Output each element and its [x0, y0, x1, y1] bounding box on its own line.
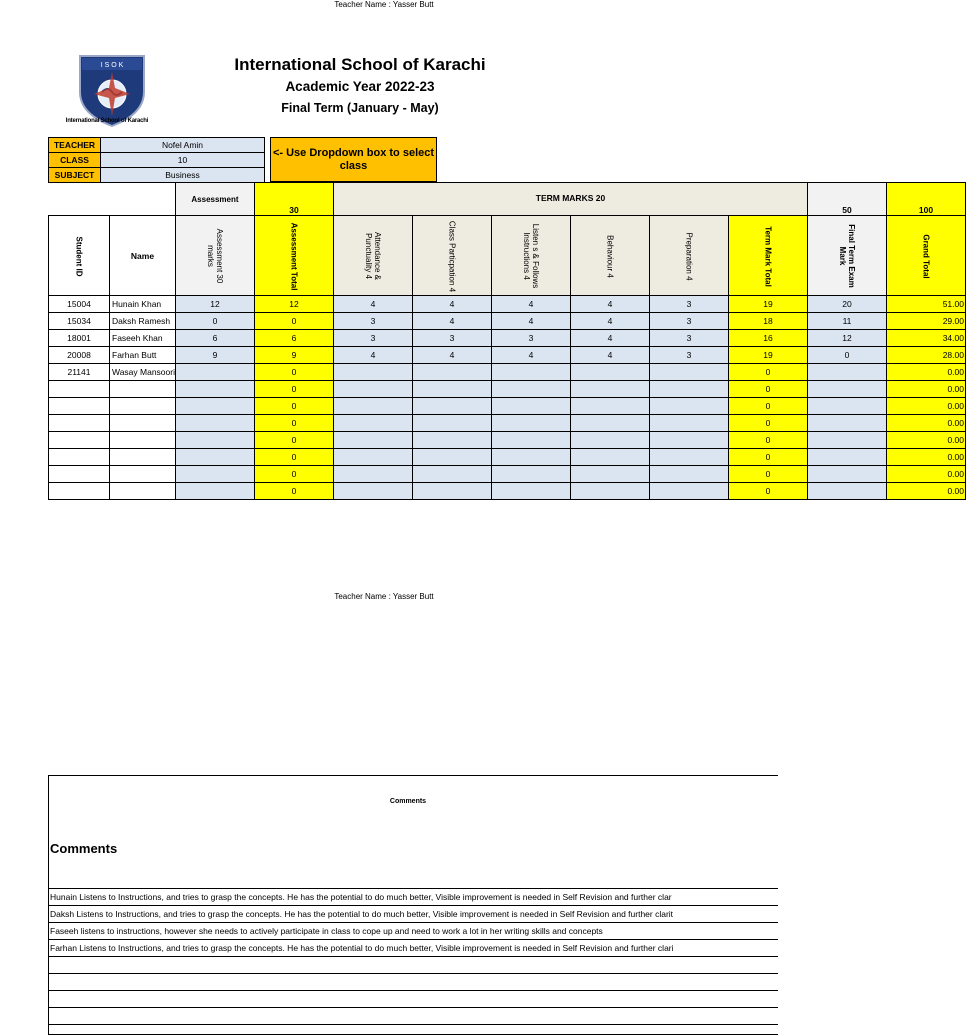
attendance-cell[interactable] — [333, 381, 412, 398]
term-total-cell[interactable]: 19 — [728, 347, 807, 364]
preparation-cell[interactable]: 3 — [649, 296, 728, 313]
grand-total-cell[interactable]: 0.00 — [886, 364, 965, 381]
grand-total-cell[interactable]: 0.00 — [886, 398, 965, 415]
listens-cell[interactable] — [491, 398, 570, 415]
table-row — [49, 432, 966, 449]
listens-cell[interactable] — [491, 466, 570, 483]
grand-total-cell[interactable]: 34.00 — [886, 330, 965, 347]
student-name-cell[interactable] — [110, 398, 176, 415]
comment-cell[interactable]: Faseeh listens to instructions, however she needs to actively participate in class to cope up and need to work a lot in her writing skills and concepts — [49, 923, 779, 940]
assessment-total-cell[interactable]: 9 — [254, 347, 333, 364]
term-total-header: Term Mark Total — [763, 225, 773, 287]
participation-cell[interactable]: 4 — [412, 296, 491, 313]
attendance-cell[interactable] — [333, 449, 412, 466]
comment-cell[interactable]: Daksh Listens to Instructions, and tries to grasp the concepts. He has the potential to do much better, Visible improvement is needed in Self Revision and further clarit — [49, 906, 779, 923]
student-name-cell[interactable] — [110, 432, 176, 449]
teacher-name-note-middle: Teacher Name : Yasser Butt — [334, 592, 434, 601]
participation-cell[interactable]: 4 — [412, 347, 491, 364]
student-id-cell[interactable] — [49, 483, 110, 500]
behaviour-cell[interactable] — [570, 398, 649, 415]
participation-cell[interactable] — [412, 398, 491, 415]
assessment30-cell[interactable]: 6 — [175, 330, 254, 347]
student-id-cell[interactable] — [49, 432, 110, 449]
assessment-total-cell[interactable]: 0 — [254, 398, 333, 415]
comment-row — [49, 889, 779, 906]
student-name-cell[interactable] — [110, 381, 176, 398]
behaviour-cell[interactable]: 4 — [570, 347, 649, 364]
preparation-cell[interactable] — [649, 449, 728, 466]
assessment30-cell[interactable] — [175, 432, 254, 449]
participation-cell[interactable] — [412, 415, 491, 432]
final-exam-cell[interactable] — [807, 381, 886, 398]
final-exam-cell[interactable] — [807, 432, 886, 449]
comment-row — [49, 1008, 779, 1025]
participation-cell[interactable] — [412, 466, 491, 483]
attendance-cell[interactable]: 4 — [333, 347, 412, 364]
assessment30-cell[interactable] — [175, 449, 254, 466]
term-title: Final Term (January - May) — [281, 101, 439, 115]
grand-total-cell[interactable]: 0.00 — [886, 483, 965, 500]
preparation-cell[interactable] — [649, 415, 728, 432]
assessment-total-cell[interactable]: 0 — [254, 466, 333, 483]
comment-cell[interactable] — [49, 1008, 779, 1025]
school-logo — [72, 52, 152, 128]
participation-cell[interactable]: 4 — [412, 313, 491, 330]
comment-cell[interactable] — [49, 991, 779, 1008]
behaviour-cell[interactable] — [570, 364, 649, 381]
preparation-cell[interactable]: 3 — [649, 330, 728, 347]
comment-row — [49, 940, 779, 957]
listens-cell[interactable] — [491, 364, 570, 381]
student-name-cell[interactable] — [110, 466, 176, 483]
final-exam-header: Final Term Exam Mark — [837, 223, 856, 288]
student-id-header: Student ID — [74, 236, 84, 276]
student-name-cell[interactable] — [110, 483, 176, 500]
participation-cell[interactable]: 3 — [412, 330, 491, 347]
academic-year: Academic Year 2022-23 — [285, 79, 435, 94]
listens-cell[interactable] — [491, 483, 570, 500]
term-total-cell[interactable]: 0 — [728, 381, 807, 398]
table-row — [49, 415, 966, 432]
table-row — [49, 313, 966, 330]
term-total-cell[interactable]: 0 — [728, 364, 807, 381]
assessment-header: Assessment — [175, 183, 254, 216]
subject-label: SUBJECT — [49, 168, 101, 183]
final-exam-cell[interactable]: 20 — [807, 296, 886, 313]
grand-max: 100 — [886, 183, 965, 216]
table-row — [49, 330, 966, 347]
assessment-total-cell[interactable]: 0 — [254, 483, 333, 500]
comments-table — [48, 888, 778, 1025]
grand-total-cell[interactable]: 0.00 — [886, 381, 965, 398]
assessment-total-cell[interactable]: 12 — [254, 296, 333, 313]
student-name-cell[interactable]: Daksh Ramesh — [110, 313, 176, 330]
attendance-cell[interactable]: 3 — [333, 330, 412, 347]
grand-total-cell[interactable]: 0.00 — [886, 432, 965, 449]
comment-row — [49, 974, 779, 991]
table-row — [49, 296, 966, 313]
student-name-cell[interactable]: Wasay Mansoori — [110, 364, 176, 381]
comment-row — [49, 906, 779, 923]
student-id-cell[interactable]: 21141 — [49, 364, 110, 381]
subject-value[interactable]: Business — [101, 168, 265, 183]
comment-cell[interactable] — [49, 974, 779, 991]
term-marks-header: TERM MARKS 20 — [333, 183, 807, 216]
term-total-cell[interactable]: 0 — [728, 432, 807, 449]
student-id-cell[interactable] — [49, 449, 110, 466]
preparation-cell[interactable] — [649, 466, 728, 483]
attendance-cell[interactable] — [333, 483, 412, 500]
table-row — [49, 483, 966, 500]
preparation-cell[interactable] — [649, 398, 728, 415]
participation-cell[interactable] — [412, 381, 491, 398]
final-exam-cell[interactable]: 0 — [807, 347, 886, 364]
behaviour-cell[interactable] — [570, 483, 649, 500]
student-id-cell[interactable] — [49, 398, 110, 415]
assessment-total-cell[interactable]: 6 — [254, 330, 333, 347]
listens-cell[interactable]: 4 — [491, 347, 570, 364]
final-exam-cell[interactable] — [807, 483, 886, 500]
behaviour-cell[interactable]: 4 — [570, 296, 649, 313]
final-exam-cell[interactable] — [807, 398, 886, 415]
grand-total-cell[interactable]: 0.00 — [886, 466, 965, 483]
final-exam-cell[interactable] — [807, 449, 886, 466]
grand-total-cell[interactable]: 51.00 — [886, 296, 965, 313]
assessment30-cell[interactable] — [175, 398, 254, 415]
term-total-cell[interactable]: 0 — [728, 449, 807, 466]
assessment30-cell[interactable]: 12 — [175, 296, 254, 313]
preparation-cell[interactable] — [649, 381, 728, 398]
student-id-cell[interactable]: 15034 — [49, 313, 110, 330]
class-dropdown[interactable]: 10 — [101, 153, 265, 168]
preparation-cell[interactable] — [649, 483, 728, 500]
preparation-cell[interactable]: 3 — [649, 313, 728, 330]
table-row — [49, 466, 966, 483]
student-id-cell[interactable] — [49, 415, 110, 432]
teacher-value[interactable]: Nofel Amin — [101, 138, 265, 153]
behaviour-header: Behaviour 4 — [605, 234, 615, 278]
dropdown-hint: <- Use Dropdown box to select class — [270, 137, 437, 182]
student-id-cell[interactable] — [49, 381, 110, 398]
table-row — [49, 381, 966, 398]
term-total-cell[interactable]: 0 — [728, 398, 807, 415]
logo-letters: I S O K — [100, 62, 124, 69]
participation-cell[interactable] — [412, 432, 491, 449]
student-id-cell[interactable]: 18001 — [49, 330, 110, 347]
exam-max: 50 — [807, 183, 886, 216]
comment-cell[interactable]: Farhan Listens to Instructions, and tries to grasp the concepts. He has the potential to do much better, Visible improvement is needed in Self Revision and further clari — [49, 940, 779, 957]
student-id-cell[interactable]: 15004 — [49, 296, 110, 313]
term-total-cell[interactable]: 19 — [728, 296, 807, 313]
behaviour-cell[interactable] — [570, 415, 649, 432]
attendance-cell[interactable] — [333, 398, 412, 415]
participation-cell[interactable] — [412, 483, 491, 500]
table-row — [49, 449, 966, 466]
behaviour-cell[interactable] — [570, 381, 649, 398]
attendance-header: Attendance & Punctuality 4 — [363, 231, 382, 280]
final-exam-cell[interactable] — [807, 364, 886, 381]
comment-row — [49, 991, 779, 1008]
comment-cell[interactable]: Hunain Listens to Instructions, and tries to grasp the concepts. He has the potential to do much better, Visible improvement is needed in Self Revision and further clar — [49, 889, 779, 906]
final-exam-cell[interactable]: 11 — [807, 313, 886, 330]
listens-cell[interactable]: 4 — [491, 313, 570, 330]
participation-header: Class Particpation 4 — [447, 220, 457, 292]
final-exam-cell[interactable]: 12 — [807, 330, 886, 347]
student-name-cell[interactable] — [110, 415, 176, 432]
assessment30-cell[interactable] — [175, 415, 254, 432]
final-exam-cell[interactable] — [807, 466, 886, 483]
listens-header: Listen s & Follows Instructions 4 — [521, 223, 540, 288]
table-row — [49, 347, 966, 364]
assessment-total-header: Assessment Total — [289, 222, 299, 290]
attendance-cell[interactable]: 4 — [333, 296, 412, 313]
grand-total-cell[interactable]: 29.00 — [886, 313, 965, 330]
assessment30-cell[interactable]: 9 — [175, 347, 254, 364]
preparation-header: Preparation 4 — [684, 231, 694, 281]
class-info-table — [48, 137, 265, 183]
term-total-cell[interactable]: 0 — [728, 483, 807, 500]
assessment-total-cell[interactable]: 0 — [254, 364, 333, 381]
grand-total-cell[interactable]: 0.00 — [886, 415, 965, 432]
behaviour-cell[interactable]: 4 — [570, 330, 649, 347]
student-name-cell[interactable]: Faseeh Khan — [110, 330, 176, 347]
grand-total-cell[interactable]: 28.00 — [886, 347, 965, 364]
teacher-label: TEACHER — [49, 138, 101, 153]
table-row — [49, 398, 966, 415]
listens-cell[interactable]: 4 — [491, 296, 570, 313]
assessment-total-cell[interactable]: 0 — [254, 449, 333, 466]
comments-small-header: Comments — [389, 798, 427, 805]
final-exam-cell[interactable] — [807, 415, 886, 432]
student-id-cell[interactable] — [49, 466, 110, 483]
student-name-cell[interactable]: Farhan Butt — [110, 347, 176, 364]
assessment30-cell[interactable] — [175, 483, 254, 500]
attendance-cell[interactable] — [333, 466, 412, 483]
listens-cell[interactable]: 3 — [491, 330, 570, 347]
assessment-total-cell[interactable]: 0 — [254, 313, 333, 330]
assessment30-cell[interactable] — [175, 466, 254, 483]
class-label: CLASS — [49, 153, 101, 168]
assessment30-cell[interactable] — [175, 364, 254, 381]
grand-total-header: Grand Total — [921, 233, 931, 279]
assessment-total-cell[interactable]: 0 — [254, 381, 333, 398]
preparation-cell[interactable]: 3 — [649, 347, 728, 364]
term-total-cell[interactable]: 0 — [728, 415, 807, 432]
behaviour-cell[interactable]: 4 — [570, 313, 649, 330]
student-name-cell[interactable]: Hunain Khan — [110, 296, 176, 313]
teacher-name-note-top: Teacher Name : Yasser Butt — [334, 0, 434, 9]
school-name: International School of Karachi — [234, 55, 486, 74]
grand-total-cell[interactable]: 0.00 — [886, 449, 965, 466]
assessment30-cell[interactable] — [175, 381, 254, 398]
term-total-cell[interactable]: 18 — [728, 313, 807, 330]
comment-row — [49, 957, 779, 974]
listens-cell[interactable] — [491, 449, 570, 466]
participation-cell[interactable] — [412, 449, 491, 466]
behaviour-cell[interactable] — [570, 449, 649, 466]
comment-row — [49, 923, 779, 940]
attendance-cell[interactable] — [333, 415, 412, 432]
preparation-cell[interactable] — [649, 364, 728, 381]
listens-cell[interactable] — [491, 381, 570, 398]
term-total-cell[interactable]: 0 — [728, 466, 807, 483]
attendance-cell[interactable] — [333, 432, 412, 449]
comments-heading: Comments — [50, 841, 118, 856]
preparation-cell[interactable] — [649, 432, 728, 449]
assessment-total-cell[interactable]: 0 — [254, 415, 333, 432]
student-name-cell[interactable] — [110, 449, 176, 466]
name-header: Name — [110, 216, 176, 296]
marks-table — [48, 182, 966, 500]
student-id-cell[interactable]: 20008 — [49, 347, 110, 364]
participation-cell[interactable] — [412, 364, 491, 381]
table-row — [49, 364, 966, 381]
logo-caption: International School of Karachi — [65, 118, 149, 124]
term-total-cell[interactable]: 16 — [728, 330, 807, 347]
listens-cell[interactable] — [491, 415, 570, 432]
listens-cell[interactable] — [491, 432, 570, 449]
behaviour-cell[interactable] — [570, 432, 649, 449]
assessment-max: 30 — [254, 183, 333, 216]
attendance-cell[interactable] — [333, 364, 412, 381]
assessment30-header: Assessment 30 marks — [205, 228, 224, 283]
comment-cell[interactable] — [49, 957, 779, 974]
assessment-total-cell[interactable]: 0 — [254, 432, 333, 449]
attendance-cell[interactable]: 3 — [333, 313, 412, 330]
assessment30-cell[interactable]: 0 — [175, 313, 254, 330]
behaviour-cell[interactable] — [570, 466, 649, 483]
